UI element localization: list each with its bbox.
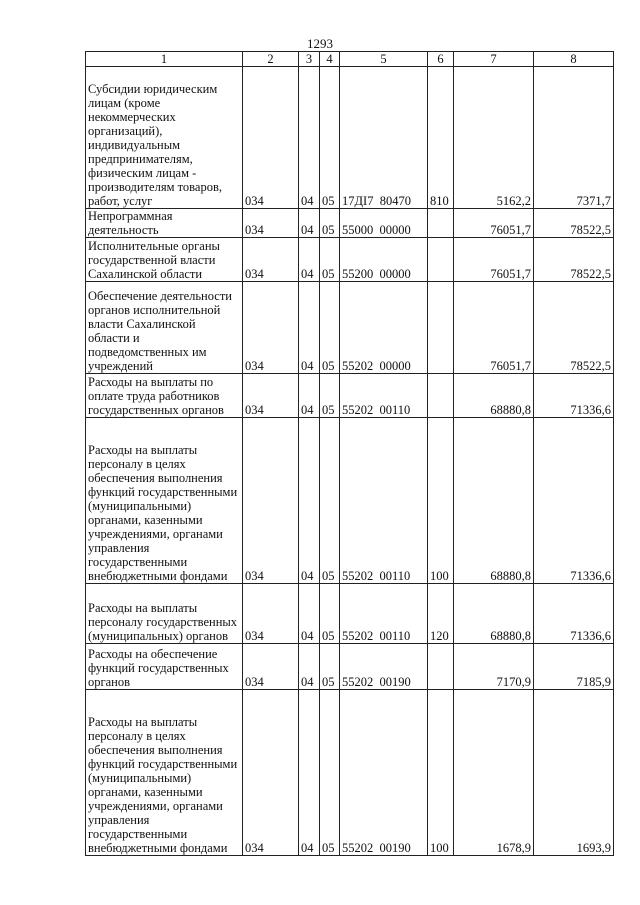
header-row	[86, 52, 614, 67]
table-row	[86, 690, 614, 856]
pr-code: 05	[320, 282, 340, 374]
ved-code: 034	[243, 209, 299, 238]
vr-code: 120	[428, 584, 454, 644]
row-name: Расходы на выплаты персоналу в целях обеспечения выполнения функций государственными (муниципальными) органами, казенными учреждениями, органами управления государственными внебюджетными фондами	[86, 690, 243, 856]
ved-code: 034	[243, 690, 299, 856]
pr-code: 05	[320, 584, 340, 644]
table-row	[86, 282, 614, 374]
pr-code: 05	[320, 238, 340, 282]
value-col8: 71336,6	[534, 374, 614, 418]
vr-code: 100	[428, 418, 454, 584]
table-row	[86, 238, 614, 282]
row-name: Исполнительные органы государственной власти Сахалинской области	[86, 238, 243, 282]
rz-code: 04	[299, 418, 320, 584]
value-col8: 78522,5	[534, 282, 614, 374]
value-col7: 7170,9	[454, 644, 534, 690]
row-name: Расходы на выплаты по оплате труда работников государственных органов	[86, 374, 243, 418]
csr-code: 55202 00190	[340, 644, 428, 690]
value-col7: 5162,2	[454, 67, 534, 209]
column-header: 4	[320, 52, 340, 67]
pr-code: 05	[320, 209, 340, 238]
value-col7: 1678,9	[454, 690, 534, 856]
vr-code: 100	[428, 690, 454, 856]
vr-code	[428, 644, 454, 690]
csr-code: 55200 00000	[340, 238, 428, 282]
pr-code: 05	[320, 644, 340, 690]
ved-code: 034	[243, 238, 299, 282]
row-name: Расходы на выплаты персоналу государственных (муниципальных) органов	[86, 584, 243, 644]
table-row	[86, 584, 614, 644]
column-header: 7	[454, 52, 534, 67]
page-number: 1293	[307, 36, 333, 51]
table-row	[86, 67, 614, 209]
rz-code: 04	[299, 644, 320, 690]
table-row	[86, 209, 614, 238]
csr-code: 55000 00000	[340, 209, 428, 238]
csr-code: 55202 00190	[340, 690, 428, 856]
rz-code: 04	[299, 238, 320, 282]
value-col8: 71336,6	[534, 418, 614, 584]
value-col8: 78522,5	[534, 238, 614, 282]
row-name: Обеспечение деятельности органов исполнительной власти Сахалинской области и подведомственных им учреждений	[86, 282, 243, 374]
rz-code: 04	[299, 584, 320, 644]
table-row	[86, 644, 614, 690]
budget-table	[85, 51, 614, 856]
rz-code: 04	[299, 374, 320, 418]
rz-code: 04	[299, 67, 320, 209]
value-col7: 68880,8	[454, 374, 534, 418]
row-name: Субсидии юридическим лицам (кроме некоммерческих организаций), индивидуальным предпринимателям, физическим лицам - производителям товаров, работ, услуг	[86, 67, 243, 209]
csr-code: 17ДI7 80470	[340, 67, 428, 209]
value-col7: 68880,8	[454, 584, 534, 644]
column-header: 1	[86, 52, 243, 67]
value-col7: 76051,7	[454, 209, 534, 238]
value-col7: 68880,8	[454, 418, 534, 584]
column-header: 2	[243, 52, 299, 67]
csr-code: 55202 00000	[340, 282, 428, 374]
row-name: Расходы на выплаты персоналу в целях обеспечения выполнения функций государственными (муниципальными) органами, казенными учреждениями, органами управления государственными внебюджетными фондами	[86, 418, 243, 584]
value-col8: 78522,5	[534, 209, 614, 238]
rz-code: 04	[299, 209, 320, 238]
pr-code: 05	[320, 418, 340, 584]
value-col7: 76051,7	[454, 238, 534, 282]
pr-code: 05	[320, 67, 340, 209]
csr-code: 55202 00110	[340, 584, 428, 644]
column-header: 3	[299, 52, 320, 67]
value-col8: 1693,9	[534, 690, 614, 856]
vr-code	[428, 238, 454, 282]
row-name: Непрограммная деятельность	[86, 209, 243, 238]
vr-code	[428, 282, 454, 374]
table-row	[86, 374, 614, 418]
ved-code: 034	[243, 644, 299, 690]
ved-code: 034	[243, 584, 299, 644]
value-col7: 76051,7	[454, 282, 534, 374]
value-col8: 7185,9	[534, 644, 614, 690]
pr-code: 05	[320, 374, 340, 418]
ved-code: 034	[243, 67, 299, 209]
vr-code	[428, 374, 454, 418]
pr-code: 05	[320, 690, 340, 856]
value-col8: 71336,6	[534, 584, 614, 644]
ved-code: 034	[243, 374, 299, 418]
ved-code: 034	[243, 282, 299, 374]
vr-code	[428, 209, 454, 238]
rz-code: 04	[299, 690, 320, 856]
column-header: 6	[428, 52, 454, 67]
ved-code: 034	[243, 418, 299, 584]
column-header: 5	[340, 52, 428, 67]
column-header: 8	[534, 52, 614, 67]
csr-code: 55202 00110	[340, 418, 428, 584]
vr-code: 810	[428, 67, 454, 209]
row-name: Расходы на обеспечение функций государственных органов	[86, 644, 243, 690]
table-row	[86, 418, 614, 584]
value-col8: 7371,7	[534, 67, 614, 209]
csr-code: 55202 00110	[340, 374, 428, 418]
rz-code: 04	[299, 282, 320, 374]
